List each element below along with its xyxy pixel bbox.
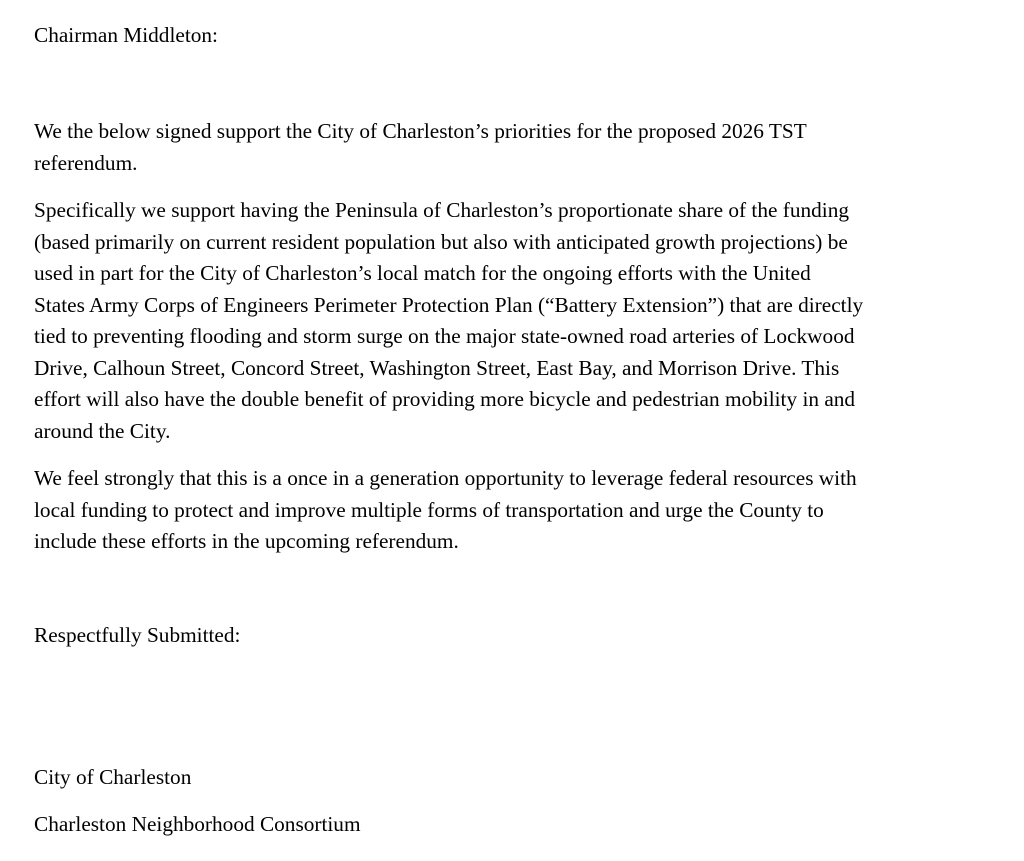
paragraph-line: include these efforts in the upcoming referendum. xyxy=(34,529,459,553)
paragraph-line: We feel strongly that this is a once in a generation opportunity to leverage federal resources with xyxy=(34,466,857,490)
signatory-city: City of Charleston xyxy=(34,765,192,789)
paragraph-funding-request xyxy=(34,195,964,447)
paragraph-line: tied to preventing flooding and storm surge on the major state-owned road arteries of Lockwood xyxy=(34,324,855,348)
paragraph-line: (based primarily on current resident population but also with anticipated growth projections) be xyxy=(34,229,848,254)
paragraph-support-statement xyxy=(34,116,964,179)
paragraph-line: States Army Corps of Engineers Perimeter Protection Plan (“Battery Extension”) that are directly xyxy=(34,292,864,317)
paragraph-line: Specifically we support having the Peninsula of Charleston’s proportionate share of the funding xyxy=(34,198,850,222)
paragraph-line: local funding to protect and improve multiple forms of transportation and urge the County to xyxy=(34,497,824,522)
closing: Respectfully Submitted: xyxy=(34,623,241,647)
paragraph-line: used in part for the City of Charleston’s local match for the ongoing efforts with the United xyxy=(34,261,811,285)
signatory-consortium: Charleston Neighborhood Consortium xyxy=(34,812,361,836)
paragraph-line: Drive, Calhoun Street, Concord Street, Washington Street, East Bay, and Morrison Drive. This xyxy=(34,355,840,380)
paragraph-line: effort will also have the double benefit of providing more bicycle and pedestrian mobility in and xyxy=(34,387,856,411)
paragraph-line: referendum. xyxy=(34,150,138,175)
paragraph-opportunity xyxy=(34,463,964,558)
paragraph-line: around the City. xyxy=(34,418,171,443)
salutation: Chairman Middleton: xyxy=(34,23,218,47)
paragraph-line: We the below signed support the City of Charleston’s priorities for the proposed 2026 TST xyxy=(34,119,807,143)
